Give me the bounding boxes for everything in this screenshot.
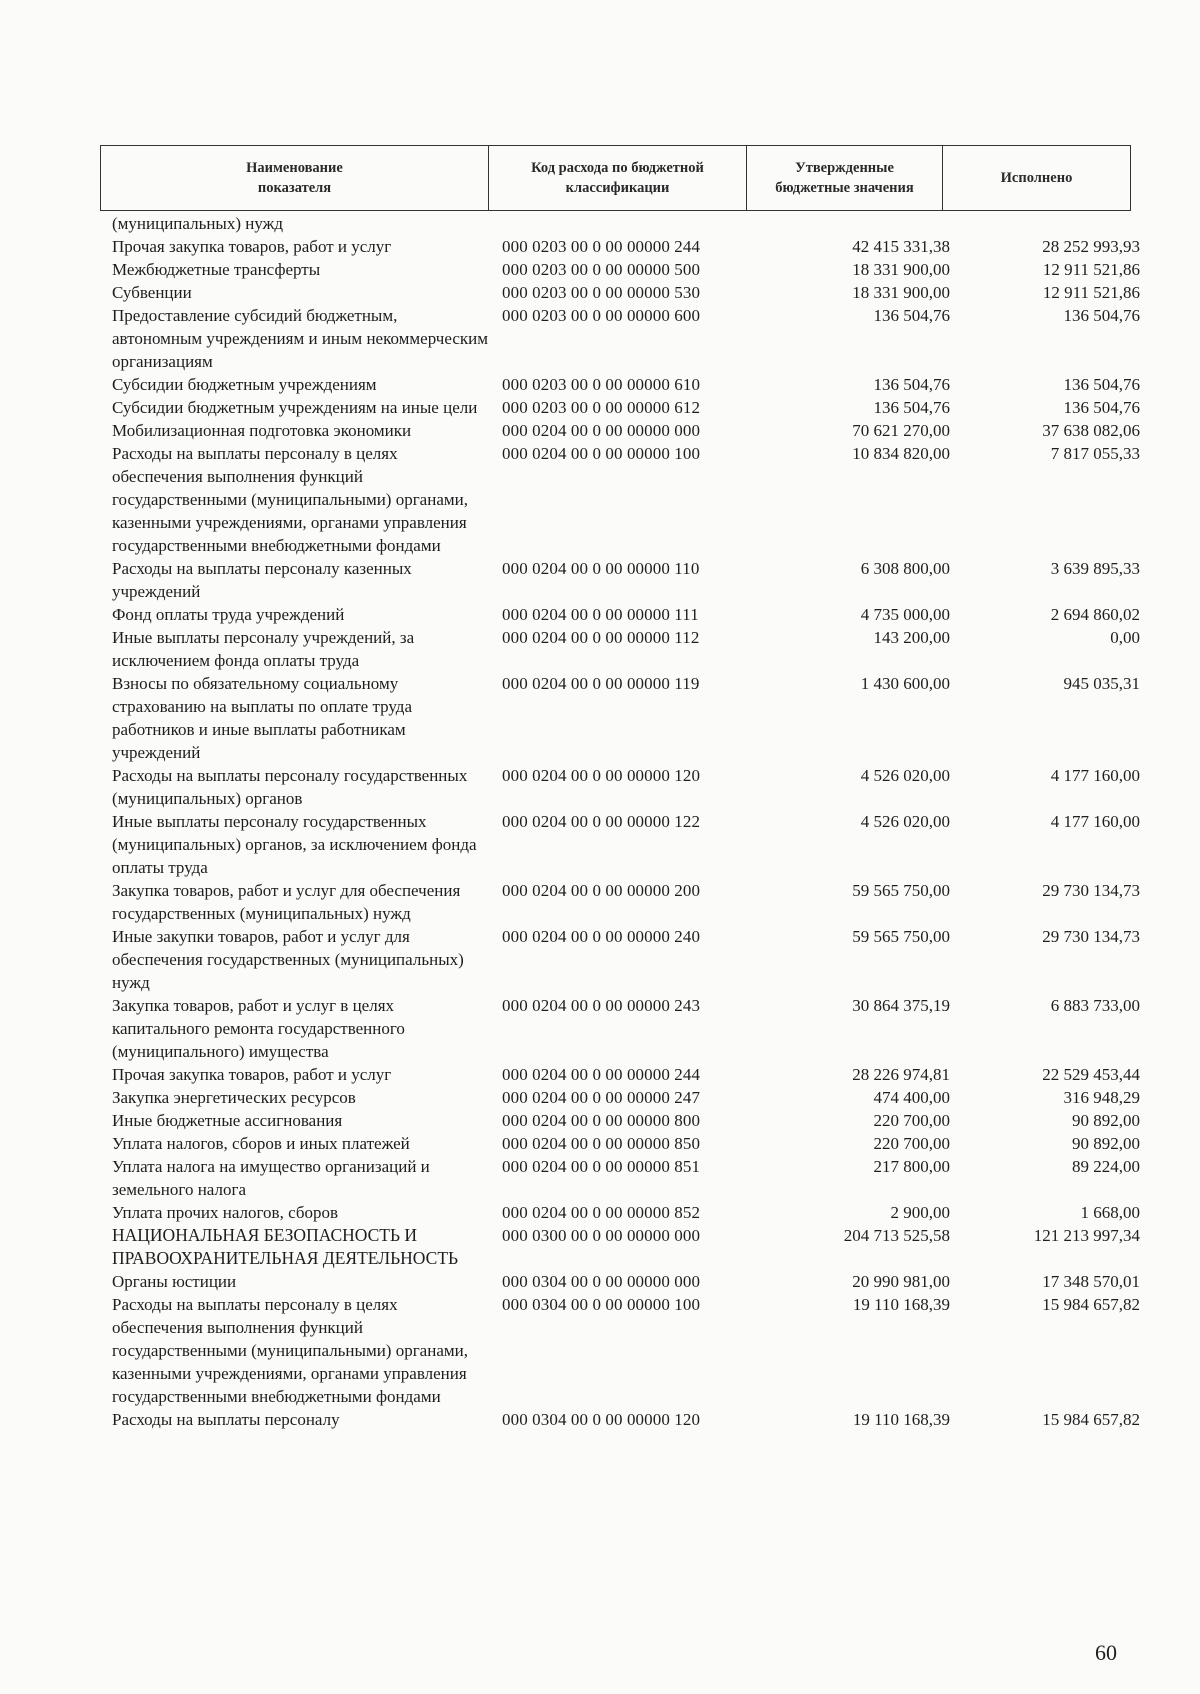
table-row xyxy=(112,672,1142,764)
row-approved: 204 713 525,58 xyxy=(843,1226,950,1245)
table-row xyxy=(112,1224,1142,1270)
row-approved: 6 308 800,00 xyxy=(860,559,950,578)
row-approved: 18 331 900,00 xyxy=(852,260,950,279)
table-row xyxy=(112,810,1142,879)
table-row xyxy=(112,1063,1142,1086)
row-name: Расходы на выплаты персоналу казенных учреждений xyxy=(112,559,412,601)
table-row xyxy=(112,212,1142,235)
row-approved: 18 331 900,00 xyxy=(852,283,950,302)
table-row xyxy=(112,1408,1142,1431)
table-row xyxy=(112,442,1142,557)
table-row xyxy=(112,258,1142,281)
row-executed: 89 224,00 xyxy=(1072,1157,1140,1176)
row-approved: 19 110 168,39 xyxy=(852,1410,950,1429)
row-approved: 143 200,00 xyxy=(873,628,950,647)
row-executed: 15 984 657,82 xyxy=(1042,1410,1140,1429)
row-code: 000 0204 00 0 00 00000 110 xyxy=(502,559,700,578)
row-executed: 136 504,76 xyxy=(1063,398,1140,417)
row-executed: 1 668,00 xyxy=(1080,1203,1140,1222)
row-name: Субсидии бюджетным учреждениям xyxy=(112,375,377,394)
row-name: Субвенции xyxy=(112,283,192,302)
row-code: 000 0304 00 0 00 00000 100 xyxy=(502,1295,701,1314)
row-approved: 4 735 000,00 xyxy=(860,605,950,624)
header-code: Код расхода по бюджетной классификации xyxy=(489,146,747,211)
row-executed: 12 911 521,86 xyxy=(1042,260,1140,279)
table-row xyxy=(112,373,1142,396)
row-name: Предоставление субсидий бюджетным, автономным учреждениям и иным некоммерческим организациям xyxy=(112,306,488,371)
table-row xyxy=(112,557,1142,603)
row-executed: 15 984 657,82 xyxy=(1042,1295,1140,1314)
row-executed: 17 348 570,01 xyxy=(1042,1272,1140,1291)
row-code: 000 0204 00 0 00 00000 120 xyxy=(502,766,701,785)
row-approved: 10 834 820,00 xyxy=(852,444,950,463)
row-code: 000 0203 00 0 00 00000 610 xyxy=(502,375,701,394)
row-approved: 1 430 600,00 xyxy=(860,674,950,693)
row-code: 000 0203 00 0 00 00000 600 xyxy=(502,306,701,325)
row-approved: 20 990 981,00 xyxy=(852,1272,950,1291)
row-name: Расходы на выплаты персоналу в целях обеспечения выполнения функций государственными (муниципальными) органами, казенными учреждениями, органами управления государственными внебюджетными фондами xyxy=(112,1295,468,1406)
row-executed: 2 694 860,02 xyxy=(1050,605,1140,624)
row-executed: 12 911 521,86 xyxy=(1042,283,1140,302)
row-approved: 42 415 331,38 xyxy=(852,237,950,256)
row-code: 000 0203 00 0 00 00000 500 xyxy=(502,260,701,279)
row-executed: 37 638 082,06 xyxy=(1042,421,1140,440)
row-code: 000 0304 00 0 00 00000 120 xyxy=(502,1410,701,1429)
row-name: Закупка товаров, работ и услуг в целях капитального ремонта государственного (муниципального) имущества xyxy=(112,996,405,1061)
table-header xyxy=(100,145,1131,211)
row-approved: 4 526 020,00 xyxy=(860,766,950,785)
row-executed: 29 730 134,73 xyxy=(1042,881,1140,900)
row-executed: 945 035,31 xyxy=(1063,674,1140,693)
row-name: Закупка энергетических ресурсов xyxy=(112,1088,356,1107)
row-approved: 136 504,76 xyxy=(873,398,950,417)
table-body xyxy=(112,212,1142,1431)
row-name: Фонд оплаты труда учреждений xyxy=(112,605,345,624)
table-row xyxy=(112,396,1142,419)
row-code: 000 0204 00 0 00 00000 240 xyxy=(502,927,701,946)
row-code: 000 0203 00 0 00 00000 244 xyxy=(502,237,701,256)
row-code: 000 0204 00 0 00 00000 851 xyxy=(502,1157,701,1176)
row-name: Уплата налога на имущество организаций и земельного налога xyxy=(112,1157,430,1199)
row-name: Иные бюджетные ассигнования xyxy=(112,1111,343,1130)
row-executed: 90 892,00 xyxy=(1072,1111,1140,1130)
row-name: Расходы на выплаты персоналу государственных (муниципальных) органов xyxy=(112,766,468,808)
row-approved: 136 504,76 xyxy=(873,306,950,325)
row-code: 000 0204 00 0 00 00000 243 xyxy=(502,996,701,1015)
row-approved: 4 526 020,00 xyxy=(860,812,950,831)
table-row xyxy=(112,235,1142,258)
row-executed: 7 817 055,33 xyxy=(1050,444,1140,463)
row-approved: 136 504,76 xyxy=(873,375,950,394)
row-code: 000 0204 00 0 00 00000 111 xyxy=(502,605,699,624)
row-name: Уплата налогов, сборов и иных платежей xyxy=(112,1134,410,1153)
row-executed: 136 504,76 xyxy=(1063,375,1140,394)
table-row xyxy=(112,1293,1142,1408)
row-name: Межбюджетные трансферты xyxy=(112,260,321,279)
page-number: 60 xyxy=(1095,1640,1117,1665)
row-approved: 30 864 375,19 xyxy=(852,996,950,1015)
row-executed: 3 639 895,33 xyxy=(1050,559,1140,578)
row-approved: 220 700,00 xyxy=(873,1111,950,1130)
row-code: 000 0204 00 0 00 00000 200 xyxy=(502,881,701,900)
row-name: Расходы на выплаты персоналу в целях обеспечения выполнения функций государственными (муниципальными) органами, казенными учреждениями, органами управления государственными внебюджетными фондами xyxy=(112,444,468,555)
table-row xyxy=(112,1201,1142,1224)
table-row xyxy=(112,1270,1142,1293)
header-executed: Исполнено xyxy=(943,146,1131,211)
row-code: 000 0204 00 0 00 00000 852 xyxy=(502,1203,701,1222)
row-code: 000 0204 00 0 00 00000 122 xyxy=(502,812,701,831)
row-name: Иные выплаты персоналу государственных (муниципальных) органов, за исключением фонда оплаты труда xyxy=(112,812,477,877)
row-executed: 0,00 xyxy=(1110,628,1140,647)
row-code: 000 0304 00 0 00 00000 000 xyxy=(502,1272,701,1291)
row-executed: 136 504,76 xyxy=(1063,306,1140,325)
row-name: Иные выплаты персоналу учреждений, за исключением фонда оплаты труда xyxy=(112,628,415,670)
row-executed: 4 177 160,00 xyxy=(1050,766,1140,785)
table-row xyxy=(112,1109,1142,1132)
row-name: Прочая закупка товаров, работ и услуг xyxy=(112,1065,392,1084)
row-executed: 90 892,00 xyxy=(1072,1134,1140,1153)
row-name: Уплата прочих налогов, сборов xyxy=(112,1203,338,1222)
row-code: 000 0204 00 0 00 00000 247 xyxy=(502,1088,701,1107)
row-approved: 2 900,00 xyxy=(890,1203,950,1222)
table-row xyxy=(112,281,1142,304)
row-executed: 316 948,29 xyxy=(1063,1088,1140,1107)
row-name: Иные закупки товаров, работ и услуг для обеспечения государственных (муниципальных) нужд xyxy=(112,927,464,992)
row-code: 000 0204 00 0 00 00000 800 xyxy=(502,1111,701,1130)
row-executed: 28 252 993,93 xyxy=(1042,237,1140,256)
row-name: НАЦИОНАЛЬНАЯ БЕЗОПАСНОСТЬ И ПРАВООХРАНИТЕЛЬНАЯ ДЕЯТЕЛЬНОСТЬ xyxy=(112,1225,459,1268)
table-row xyxy=(112,925,1142,994)
row-code: 000 0204 00 0 00 00000 000 xyxy=(502,421,701,440)
table-row xyxy=(112,764,1142,810)
row-approved: 59 565 750,00 xyxy=(852,927,950,946)
row-code: 000 0203 00 0 00 00000 612 xyxy=(502,398,701,417)
header-name: Наименование показателя xyxy=(101,146,489,211)
row-approved: 19 110 168,39 xyxy=(852,1295,950,1314)
row-code: 000 0204 00 0 00 00000 100 xyxy=(502,444,701,463)
row-executed: 121 213 997,34 xyxy=(1033,1226,1140,1245)
row-name: Мобилизационная подготовка экономики xyxy=(112,421,412,440)
row-name: Органы юстиции xyxy=(112,1272,237,1291)
row-code: 000 0300 00 0 00 00000 000 xyxy=(502,1226,701,1245)
row-code: 000 0204 00 0 00 00000 244 xyxy=(502,1065,701,1084)
table-row xyxy=(112,419,1142,442)
row-executed: 29 730 134,73 xyxy=(1042,927,1140,946)
row-executed: 4 177 160,00 xyxy=(1050,812,1140,831)
table-row xyxy=(112,603,1142,626)
row-code: 000 0203 00 0 00 00000 530 xyxy=(502,283,701,302)
header-approved: Утвержденные бюджетные значения xyxy=(747,146,943,211)
row-name: Взносы по обязательному социальному страхованию на выплаты по оплате труда работников и иные выплаты работникам учреждений xyxy=(112,674,412,762)
row-approved: 474 400,00 xyxy=(873,1088,950,1107)
table-row xyxy=(112,626,1142,672)
row-name: Расходы на выплаты персоналу xyxy=(112,1410,340,1429)
row-approved: 217 800,00 xyxy=(873,1157,950,1176)
row-name: Субсидии бюджетным учреждениям на иные цели xyxy=(112,398,478,417)
row-name: Прочая закупка товаров, работ и услуг xyxy=(112,237,392,256)
table-row xyxy=(112,1155,1142,1201)
row-name: (муниципальных) нужд xyxy=(112,214,284,233)
row-code: 000 0204 00 0 00 00000 112 xyxy=(502,628,700,647)
table-row xyxy=(112,1086,1142,1109)
table-row xyxy=(112,994,1142,1063)
row-code: 000 0204 00 0 00 00000 850 xyxy=(502,1134,701,1153)
row-executed: 6 883 733,00 xyxy=(1050,996,1140,1015)
table-row xyxy=(112,304,1142,373)
table-row xyxy=(112,1132,1142,1155)
row-executed: 22 529 453,44 xyxy=(1042,1065,1140,1084)
table-row xyxy=(112,879,1142,925)
row-code: 000 0204 00 0 00 00000 119 xyxy=(502,674,700,693)
row-name: Закупка товаров, работ и услуг для обеспечения государственных (муниципальных) нужд xyxy=(112,881,461,923)
row-approved: 28 226 974,81 xyxy=(852,1065,950,1084)
row-approved: 220 700,00 xyxy=(873,1134,950,1153)
row-approved: 70 621 270,00 xyxy=(852,421,950,440)
row-approved: 59 565 750,00 xyxy=(852,881,950,900)
